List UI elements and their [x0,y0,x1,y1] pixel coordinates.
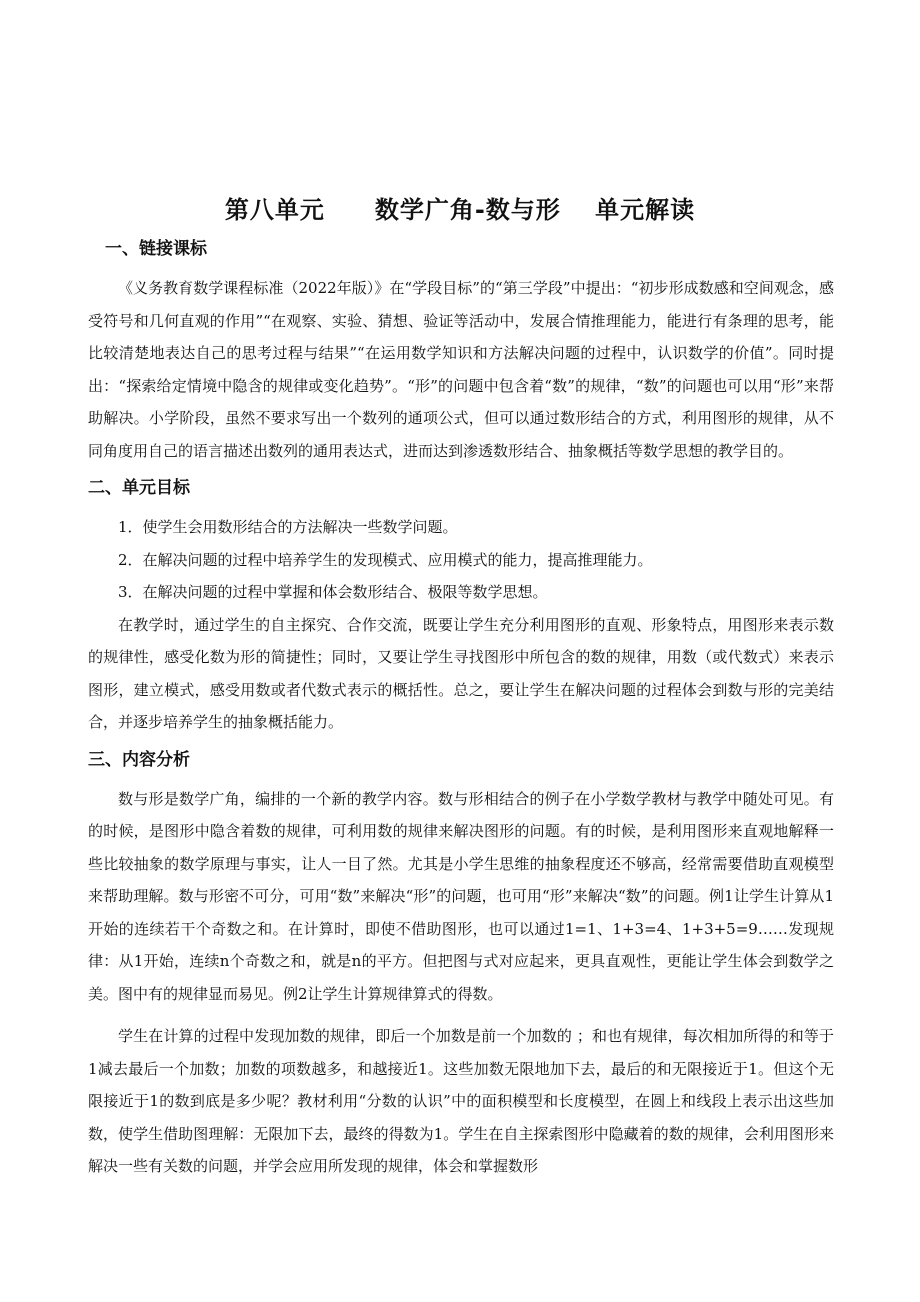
page-title: 第八单元 数学广角-数与形 单元解读 [224,196,696,224]
section-heading: 二、单元目标 [88,478,190,498]
document-body [88,238,834,1193]
section-heading: 三、内容分析 [88,749,190,770]
goal-list [88,511,834,609]
list-item: 2．在解决问题的过程中培养学生的发现模式、应用模式的能力，提高推理能力。 [118,550,653,569]
list-item: 1．使学生会用数形结合的方法解决一些数学问题。 [118,518,458,536]
paragraph: 数与形是数学广角，编排的一个新的教学内容。数与形相结合的例子在小学数学教材与教学中随处可见。有的时候，是图形中隐含着数的规律，可利用数的规律来解决图形的问题。有的时候，是利用图形来直观地解释一些比较抽象的数学原理与事实，让人一目了然。尤其是小学生思维的抽象程度还不够高，经常需要借助直观模型来帮助理解。数与形密不可分，可用“数”来解决“形”的问题，也可用“形”来解决“数”的问题。例1让学生计算从1开始的连续若干个奇数之和。在计算时，即使不借助图形，也可以通过1=1、1+3=4、1+3+5=9……发现规律：从1开始，连续n个奇数之和，就是n的平方。但把图与式对应起来，更具直观性，更能让学生体会到数学之美。图中有的规律显而易见。例2让学生计算规律算式的得数。 [88,789,834,1003]
section-heading: 一、链接课标 [88,239,207,259]
paragraph: 学生在计算的过程中发现加数的规律，即后一个加数是前一个加数的 ；和也有规律，每次相加所得的和等于1减去最后一个加数；加数的项数越多，和越接近1。这些加数无限地加下去，最后的和无限接近于1。但这个无限接近于1的数到底是多少呢？教材利用“分数的认识”中的面积模型和长度模型，在圆上和线段上表示出这些加数，使学生借助图理解：无限加下去，最终的得数为1。学生在自主探索图形中隐藏着的数的规律，会利用图形来解决一些有关数的问题，并学会应用所发现的规律，体会和掌握数形 [88,1027,834,1175]
section-unit-goals [88,477,834,739]
section-content-analysis [88,749,834,1183]
list-item: 3．在解决问题的过程中掌握和体会数形结合、极限等数学思想。 [118,583,548,601]
paragraph: 在教学时，通过学生的自主探究、合作交流，既要让学生充分利用图形的直观、形象特点，用图形来表示数的规律性，感受化数为形的简捷性；同时，又要让学生寻找图形中所包含的数的规律，用数（或代数式）来表示图形，建立模式，感受用数或者代数式表示的概括性。总之，要让学生在解决问题的过程体会到数与形的完美结合，并逐步培养学生的抽象概括能力。 [88,615,834,731]
paragraph: 《义务教育数学课程标准（2022年版）》在“学段目标”的“第三学段”中提出：“初步形成数感和空间观念，感受符号和几何直观的作用”“在观察、实验、猜想、验证等活动中，发展合情推理能力，能进行有条理的思考，能比较清楚地表达自己的思考过程与结果”“在运用数学知识和方法解决问题的过程中，认识数学的价值”。同时提出：“探索给定情境中隐含的规律或变化趋势”。“形”的问题中包含着“数”的规律，“数”的问题也可以用“形”来帮助解决。小学阶段，虽然不要求写出一个数列的通项公式，但可以通过数形结合的方式，利用图形的规律，从不同角度用自己的语言描述出数列的通用表达式，进而达到渗透数形结合、抽象概括等数学思想的教学目的。 [88,279,834,460]
section-curriculum-link [88,238,834,467]
